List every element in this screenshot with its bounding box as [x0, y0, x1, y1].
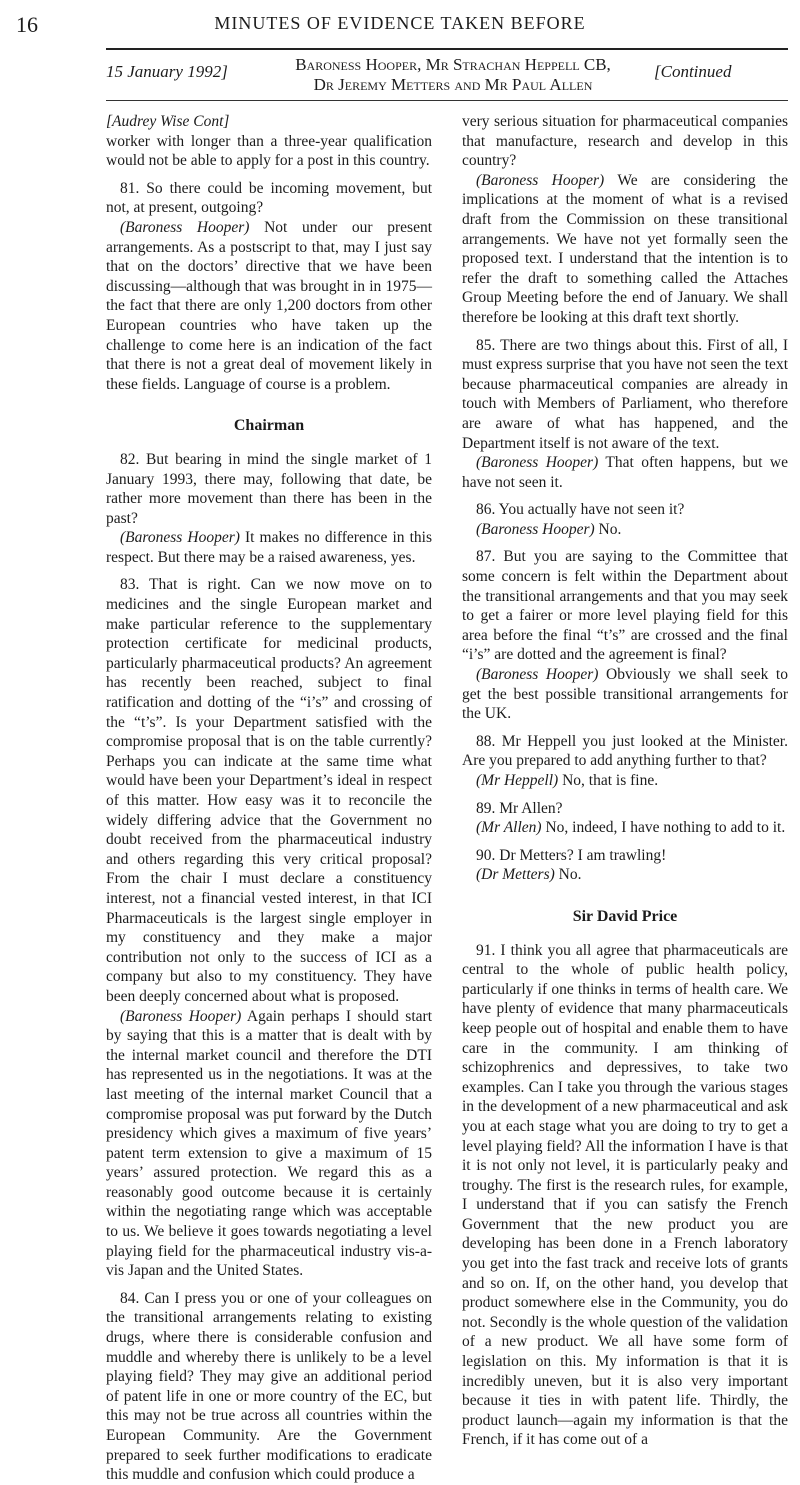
speaker: (Baroness Hooper) [476, 454, 599, 472]
speaker: (Baroness Hooper) [120, 1007, 242, 1025]
answer-90 [462, 865, 788, 885]
question-89: 89. Mr Allen? [476, 799, 563, 817]
header-top-rule [106, 48, 788, 50]
paragraph: very serious situation for pharmaceutical companies that manufacture, research and develop in this country? [462, 113, 788, 170]
answer-87 [462, 665, 788, 724]
speaker-heading-chairman: Chairman [233, 417, 305, 435]
question-87: 87. But you are saying to the Committee that some concern is felt within the Department about the transitional arrangements and that you may seek to get a fairer or more level playing field for this area before the final “t’s” are crossed and the final “i’s” are dotted and the agreement is final? [462, 548, 788, 664]
question-84: 84. Can I press you or one of your colleagues on the transitional arrangements relating to existing drugs, where there is considerable confusion and muddle and whereby there is unlikely to be a level playing field? They may give an additional period of patent life in one or more country of the EC, but this may not be true across all countries within the European Community. Are the Government prepared to seek further modifications to eradicate this muddle and confusion which could produce a [106, 1289, 432, 1484]
question-83: 83. That is right. Can we now move on to medicines and the single European market and make particular reference to the supplementary protection certificate for medicinal products, particularly pharmaceutical products? An agreement has recently been reached, subject to final ratification and dotting of the “i’s” and crossing of the “t’s”. Is your Department satisfied with the compromise proposal that is on the table currently? Perhaps you can indicate at the same time what would have been your Department’s ideal in respect of this matter. How easy was it to reconcile the widely differing advice that the Government no doubt received from the pharmaceutical industry and others regarding this very critical proposal? From the chair I must declare a constituency interest, not a financial vested interest, in that ICI Pharmaceuticals is the largest single employer in my constituency and they make a major contribution not only to the success of ICI as a company but also to my constituency. They have been deeply concerned about what is proposed. [106, 576, 432, 1005]
answer-text: Obviously we shall seek to get the best possible transitional arrangements for the UK. [462, 666, 788, 723]
speaker: (Baroness Hooper) [120, 529, 240, 547]
page-number: 16 [16, 12, 38, 37]
section-label: [Audrey Wise Cont] [106, 113, 230, 130]
session-date: 15 January 1992] [106, 62, 228, 81]
right-column [462, 112, 788, 1450]
witness-line-2: Dr Jeremy Metters and Mr Paul Allen [313, 75, 593, 94]
answer-81 [106, 218, 432, 394]
answer-text: No, indeed, I have nothing to add to it. [541, 819, 786, 837]
witness-list [263, 55, 643, 95]
answer-89 [462, 818, 788, 838]
answer-82 [106, 528, 432, 567]
answer-text: Again perhaps I should start by saying that this is a matter that is dealt with by the internal market council and therefore the DTI has represented us in the negotiations. It was at the last meeting of the internal market Council that a compromise proposal was put forward by the Dutch presidency which gives a maximum of five years’ patent term extension to give a maximum of 15 years’ assured protection. We regard this as a reasonably good outcome because it is certainly within the negotiating range which was acceptable to us. We believe it goes towards negotiating a level playing field for the pharmaceutical industry vis-a-vis Japan and the United States. [106, 1007, 432, 1280]
question-81: 81. So there could be incoming movement, but not, at present, outgoing? [106, 179, 432, 217]
question-90: 90. Dr Metters? I am trawling! [476, 846, 667, 864]
left-column [106, 112, 432, 1485]
speaker: (Dr Metters) [476, 866, 555, 884]
answer-83 [106, 1007, 432, 1281]
answer-text: Not under our present arrangements. As a postscript to that, may I just say that on the doctors’ directive that we have been discussing—although that was brought in in 1975—the fact that there are only 1,200 doctors from other European countries who have taken up the challenge to come here is an indication of the fact that there is not a great deal of movement likely in these fields. Language of course is a problem. [106, 218, 433, 393]
speaker: (Baroness Hooper) [476, 666, 599, 684]
answer-84 [462, 171, 788, 328]
speaker-heading-sir-david-price: Sir David Price [572, 907, 678, 925]
answer-text: It makes no difference in this respect. But there may be a raised awareness, yes. [106, 529, 432, 566]
question-82: 82. But bearing in mind the single market of 1 January 1993, there may, following that date, be rather more movement than there has been in the past? [106, 450, 432, 527]
question-85: 85. There are two things about this. First of all, I must express surprise that you have not seen the text because pharmaceutical companies are already in touch with Members of Parliament, who therefore are aware of what has happened, and the Department itself is not aware of the text. [462, 336, 788, 452]
answer-text: That often happens, but we have not seen it. [462, 454, 788, 491]
answer-text: No, that is fine. [558, 772, 659, 789]
answer-88 [462, 771, 788, 791]
continued-label: [Continued [654, 62, 732, 81]
speaker: (Baroness Hooper) [476, 520, 595, 538]
header-bottom-rule [106, 100, 788, 101]
speaker: (Baroness Hooper) [476, 171, 605, 189]
witness-line-1: Baroness Hooper, Mr Strachan Heppell CB, [295, 55, 611, 74]
question-88: 88. Mr Heppell you just looked at the Minister. Are you prepared to add anything further to that? [462, 732, 788, 770]
answer-text: No. [554, 866, 582, 884]
speaker: (Mr Heppell) [476, 772, 559, 789]
answer-text: We are considering the implications at the moment of what is a revised draft from the Commission on these transitional arrangements. We have not yet formally seen the proposed text. I understand that the intention is to refer the draft to something called the Attaches Group Meeting before the end of January. We shall therefore be looking at this draft text shortly. [462, 171, 788, 326]
answer-text: No. [594, 520, 622, 538]
question-91: 91. I think you all agree that pharmaceuticals are central to the whole of public health policy, particularly if one thinks in terms of health care. We have plenty of evidence that many pharmaceuticals keep people out of hospital and enable them to have care in the community. I am thinking of schizophrenics and depressives, to take two examples. Can I take you through the various stages in the development of a new pharmaceutical and ask you at each stage what you are doing to try to get a level playing field? All the information I have is that it is not only not level, it is particularly peaky and troughy. The first is the research rules, for example, I understand that if you can satisfy the French Government that the new product you are developing has been done in a French laboratory you get into the fast track and receive lots of grants and so on. If, on the other hand, you develop that product somewhere else in the Community, you do not. Secondly is the whole question of the validation of a new product. We all have some form of legislation on this. My information is that it is incredibly uneven, but it is also very important because it ties in with patent life. Thirdly, the product launch—again my information is that the French, if it has come out of a [462, 941, 788, 1449]
running-title: MINUTES OF EVIDENCE TAKEN BEFORE [214, 13, 586, 33]
speaker: (Baroness Hooper) [120, 218, 250, 236]
question-86: 86. You actually have not seen it? [476, 501, 685, 519]
speaker: (Mr Allen) [476, 819, 542, 837]
answer-85 [462, 453, 788, 492]
answer-86 [462, 520, 788, 540]
paragraph: worker with longer than a three-year qualification would not be able to apply for a post in this country. [106, 132, 432, 170]
